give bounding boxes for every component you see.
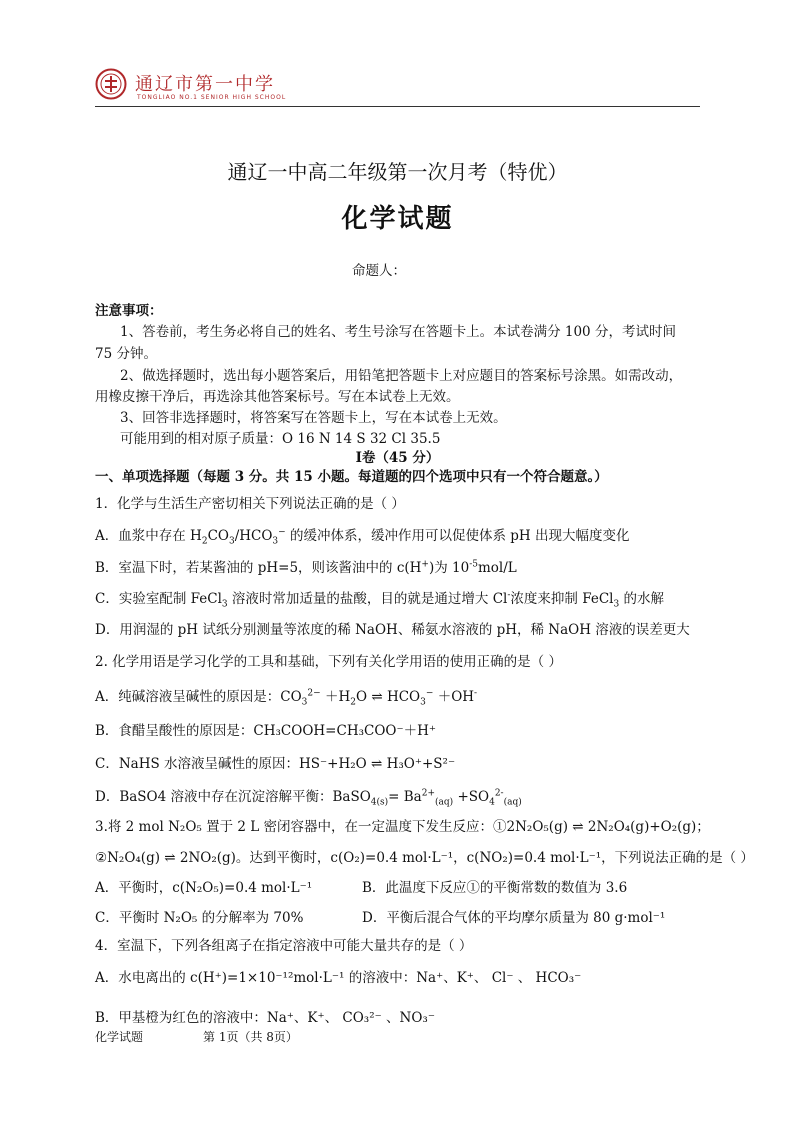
author-label: 命题人： [352,263,406,279]
q1-stem: 1．化学与生活生产密切相关下列说法正确的是（ ） [95,496,405,512]
school-logo [95,68,395,108]
q4-option-a: A．水电离出的 c(H⁺)=1×10⁻¹²mol·L⁻¹ 的溶液中：Na⁺、K⁺、 Cl⁻ 、 HCO₃⁻ [95,970,582,986]
notes-heading: 注意事项： [95,303,163,319]
exam-title: 通辽一中高二年级第一次月考（特优） [227,160,568,184]
q2-option-d: D．BaSO4 溶液中存在沉淀溶解平衡：BaSO$_{4(s)}$= $Ba^{2+}_{(aq)} +SO_4^{2-}_{(aq)}$ [95,788,522,808]
q3-option-d: D．平衡后混合气体的平均摩尔质量为 80 g·mol⁻¹ [362,910,666,926]
q1-option-c: C．实验室配制 FeCl$_3$ 溶液时常加适量的盐酸，目的就是通过增大 Cl-浓度来抑制 FeCl$_3$ 的水解 [95,590,664,610]
q4-stem: 4．室温下，下列各组离子在指定溶液中可能大量共存的是（ ） [95,938,473,954]
note-2b: 用橡皮擦干净后，再选涂其他答案标号。写在本试卷上无效。 [95,389,460,405]
school-english-name: TONGLIAO NO.1 SENIOR HIGH SCHOOL [137,94,287,101]
q2-option-b: B．食醋呈酸性的原因是：CH₃COOH=CH₃COO⁻＋H⁺ [95,723,436,739]
q1-option-a: A．血浆中存在 $H_2CO_3/HCO_3^-$ 的缓冲体系，缓冲作用可以促使体系 pH 出现大幅度变化 [95,527,630,547]
header-divider [95,106,700,107]
section-heading: 一、单项选择题（每题 3 分。共 15 小题。每道题的四个选项中只有一个符合题意。） [95,469,608,485]
note-1a: 1、答卷前，考生务必将自己的姓名、考生号涂写在答题卡上。本试卷满分 100 分，考试时间 [120,324,676,340]
q3-option-c: C．平衡时 N₂O₅ 的分解率为 70% [95,910,304,926]
q2-stem: 2. 化学用语是学习化学的工具和基础，下列有关化学用语的使用正确的是（ ） [95,654,562,670]
footer-subject: 化学试题 [95,1030,144,1044]
q3-stem-line2: ②N₂O₄(g) ⇌ 2NO₂(g)。达到平衡时，c(O₂)=0.4 mol·L⁻¹，c(NO₂)=0.4 mol·L⁻¹，下列说法正确的是（ ） [95,850,754,866]
volume-heading: I卷（45 分） [355,450,440,466]
q3-option-a: A．平衡时，c(N₂O₅)=0.4 mol·L⁻¹ [95,880,313,896]
note-1b: 75 分钟。 [95,346,157,362]
q2-option-a: A．纯碱溶液呈碱性的原因是：$CO_3^{2-} +H_2O$ ⇌ $HCO_3^- +OH^-$ [95,688,478,708]
q4-option-b: B．甲基橙为红色的溶液中：Na⁺、K⁺、 CO₃²⁻ 、NO₃⁻ [95,1010,435,1026]
q2-option-c: C．NaHS 水溶液呈碱性的原因：HS⁻+H₂O ⇌ H₃O⁺+S²⁻ [95,756,456,772]
q3-stem-line1: 3.将 2 mol N₂O₅ 置于 2 L 密闭容器中，在一定温度下发生反应：①2N₂O₅(g) ⇌ 2N₂O₄(g)+O₂(g)； [95,819,710,835]
atomic-masses: 可能用到的相对原子质量：O 16 N 14 S 32 Cl 35.5 [120,431,441,447]
note-3: 3、回答非选择题时，将答案写在答题卡上，写在本试卷上无效。 [120,410,507,426]
q3-option-b: B．此温度下反应①的平衡常数的数值为 3.6 [362,880,628,896]
q1-option-d: D．用润湿的 pH 试纸分别测量等浓度的稀 NaOH、稀氨水溶液的 pH，稀 NaOH 溶液的误差更大 [95,622,690,638]
subject-title: 化学试题 [341,204,454,234]
footer-page-number: 第 1页（共 8页） [203,1030,298,1044]
school-name: 通辽市第一中学 [135,74,275,95]
note-2a: 2、做选择题时，选出每小题答案后，用铅笔把答题卡上对应题目的答案标号涂黑。如需改动， [120,368,683,384]
q1-option-b: B．室温下时，若某酱油的 pH=5，则该酱油中的 c(H+)为 $10^{-5}mol/L$ [95,559,517,576]
school-seal-icon [95,68,127,100]
